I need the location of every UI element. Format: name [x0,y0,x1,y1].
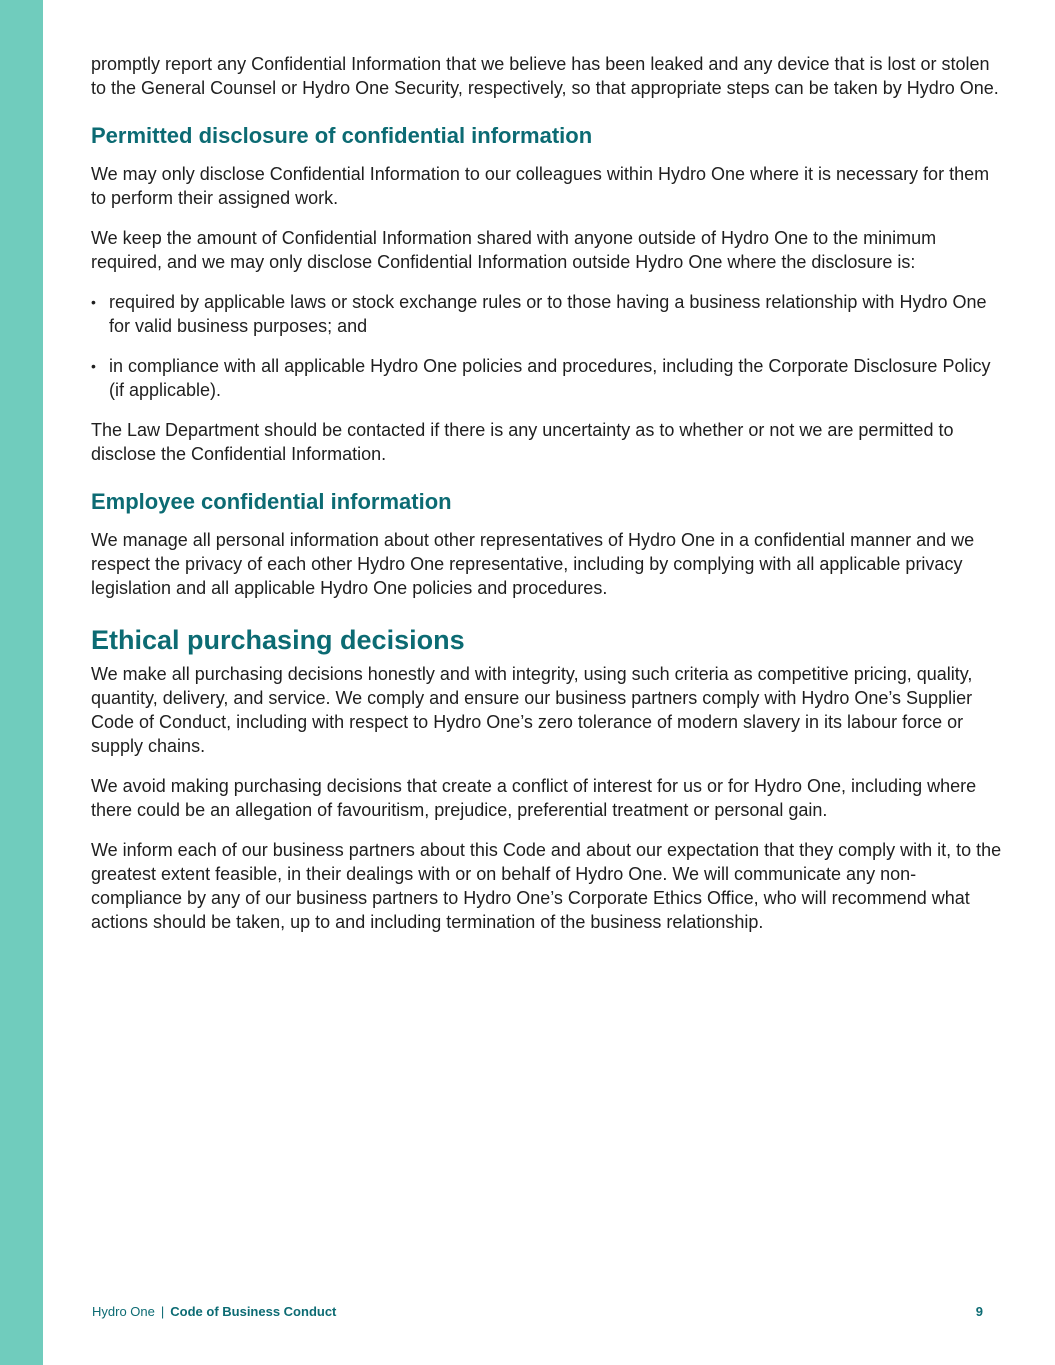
disclosure-conditions-list [91,290,1006,402]
bullet-icon: • [91,294,96,310]
permitted-disclosure-paragraph-2: We keep the amount of Confidential Information shared with anyone outside of Hydro One to the minimum required, and we may only disclose Confidential Information outside Hydro One where the disclosure is: [91,228,937,272]
list-item-text: required by applicable laws or stock exchange rules or to those having a business relationship with Hydro One for valid business purposes; and [109,292,987,336]
intro-paragraph: promptly report any Confidential Information that we believe has been leaked and any device that is lost or stolen to the General Counsel or Hydro One Security, respectively, so that appropriate steps can be taken by Hydro One. [91,54,999,98]
ethical-purchasing-paragraph-3: We inform each of our business partners about this Code and about our expectation that they comply with it, to the greatest extent feasible, in their dealings with or on behalf of Hydro One. We will communicate any non- compliance by any of our business partners to Hydro One’s Corporate Ethics Office, who will recommend what actions should be taken, up to and including termination of the business relationship. [91,840,1002,932]
decorative-sidebar [0,0,43,1365]
ethical-purchasing-heading: Ethical purchasing decisions [91,625,465,655]
list-item [91,290,1006,338]
footer-document-title: Code of Business Conduct [170,1304,337,1319]
page-number: 9 [975,1304,983,1319]
employee-info-paragraph: We manage all personal information about other representatives of Hydro One in a confidential manner and we respect the privacy of each other Hydro One representative, including by complying with all applicable privacy legislation and all applicable Hydro One policies and procedures. [91,530,975,598]
footer-company: Hydro One [92,1304,155,1319]
list-item-text: in compliance with all applicable Hydro One policies and procedures, including the Corporate Disclosure Policy (if applicable). [109,356,991,400]
footer-separator: | [160,1304,165,1319]
ethical-purchasing-paragraph-1: We make all purchasing decisions honestly and with integrity, using such criteria as competitive pricing, quality, quantity, delivery, and service. We comply and ensure our business partners comply with Hydro One’s Supplier Code of Conduct, including with respect to Hydro One’s zero tolerance of modern slavery in its labour force or supply chains. [91,664,973,756]
ethical-purchasing-paragraph-2: We avoid making purchasing decisions that create a conflict of interest for us or for Hydro One, including where there could be an allegation of favouritism, prejudice, preferential treatment or personal gain. [91,776,977,820]
bullet-icon: • [91,358,96,374]
list-item [91,354,1006,402]
page-content [91,52,1006,950]
permitted-disclosure-paragraph-3: The Law Department should be contacted if there is any uncertainty as to whether or not we are permitted to disclose the Confidential Information. [91,420,954,464]
employee-info-heading: Employee confidential information [91,489,452,514]
page-footer [92,1303,336,1321]
permitted-disclosure-paragraph-1: We may only disclose Confidential Information to our colleagues within Hydro One where it is necessary for them to perform their assigned work. [91,164,990,208]
permitted-disclosure-heading: Permitted disclosure of confidential information [91,123,593,148]
